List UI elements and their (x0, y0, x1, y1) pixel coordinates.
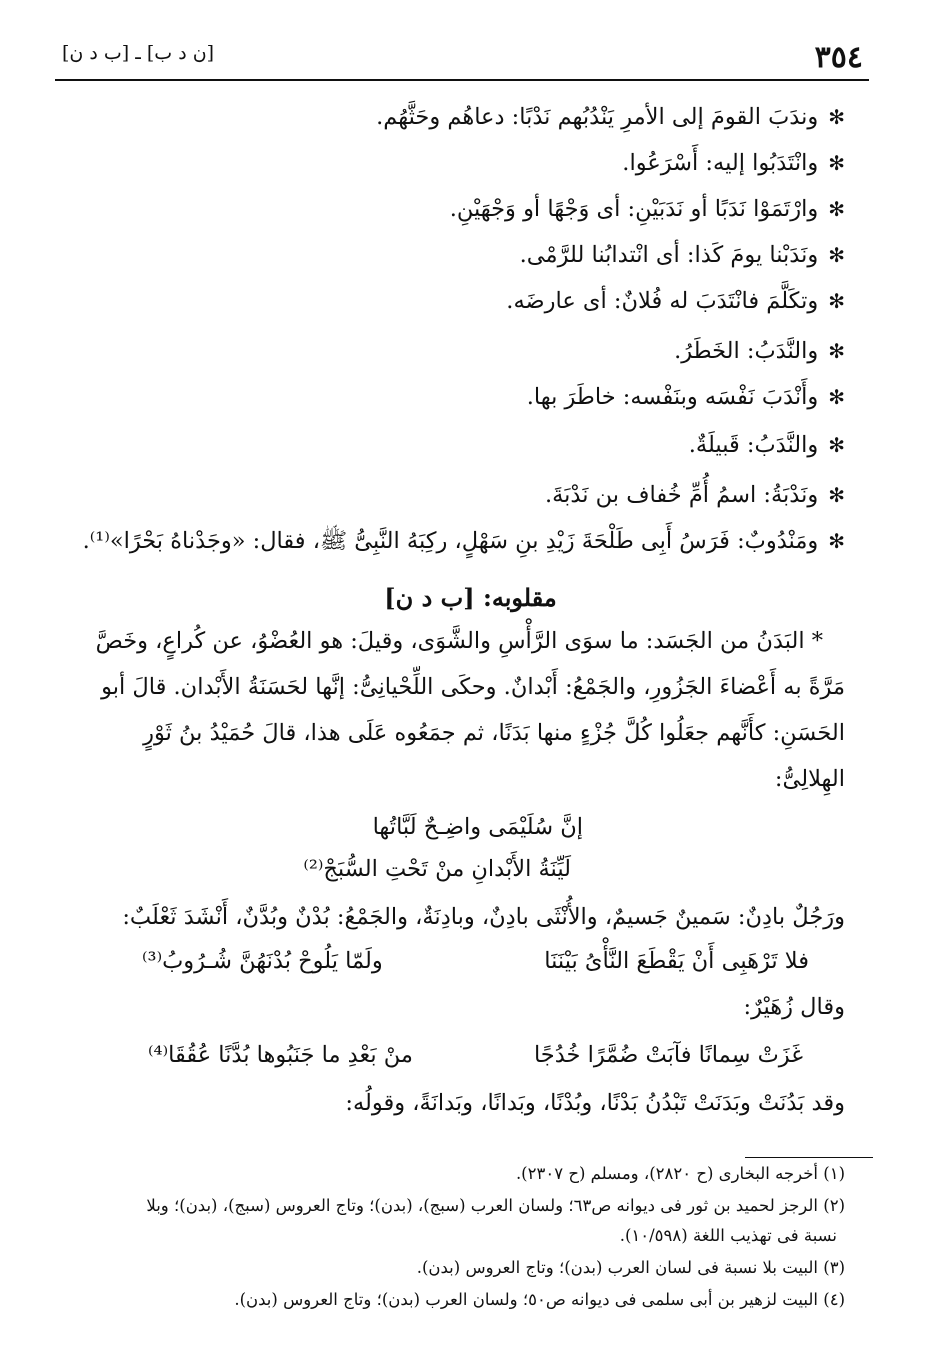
section-heading: مقلوبه: [ب د ن] (384, 583, 557, 612)
bullet-star-icon: ✻ (828, 243, 845, 267)
entry-line (520, 242, 845, 268)
bullet-star-icon: ✻ (828, 105, 845, 129)
paragraph-line: وقد بَدُنَتْ وبَدَنَتْ تَبْدُنُ بَدْنًا، وبُدْنًا، وبَدانًا، وبَدانَةً، وقولُه: (345, 1090, 845, 1116)
bullet-star-icon: ✻ (828, 151, 845, 175)
footnote: (١) أخرجه البخارى (ح ٢٨٢٠)، ومسلم (ح ٢٣٠٧). (515, 1164, 845, 1183)
bullet-star-icon: ✻ (828, 483, 845, 507)
bullet-star-icon: ✻ (828, 197, 845, 221)
bullet-star-icon: ✻ (828, 339, 845, 363)
paragraph-line: ورَجُلٌ بادِنٌ: سَمينٌ جَسيمٌ، والأُنْثَى بادِنٌ، وبادِنَةٌ، والجَمْعُ: بُدْنٌ وبُدَّنٌ، أَنْشَدَ ثَعْلَبٌ: (122, 904, 845, 930)
footnote-rule (745, 1157, 873, 1158)
footnote: نسبة فى تهذيب اللغة (١٠/٥٩٨). (619, 1226, 837, 1245)
header-rule (55, 79, 869, 81)
entry-text: ونَدَبْنا يومَ كَذا: أى انْتدابُنا للرَّمْى. (519, 242, 819, 268)
verse-line: لَيِّنَةُ الأَبْدانِ منْ تَحْتِ السُّبَجْ⁽²⁾ (303, 856, 571, 882)
verse-line: إنَّ سُلَيْمَى واضِـحٌ لَبَّاتُها (372, 814, 583, 840)
entry-text: ومَنْدُوبٌ: فَرَسُ أَبِى طَلْحَةَ زَيْدِ بنِ سَهْلٍ، ركِبَهُ النَّبِىُّ ﷺ، فقال: «وجَدْناهُ بَحْرًا»⁽¹⁾. (82, 528, 819, 554)
verse-hemistich: فلا تَرْهَبِى أَنْ يَقْطَعَ النَّأْىُ بَيْنَنَا (544, 948, 809, 974)
footnote: (٢) الرجز لحميد بن ثور فى ديوانه ص٦٣؛ ولسان العرب (سبج)، (بدن)؛ وتاج العروس (سبج)، (بدن)؛ وبلا (146, 1196, 845, 1215)
entry-line (674, 338, 845, 364)
entry-line (689, 432, 845, 458)
verse-intro: وقال زُهَيْرٌ: (743, 994, 845, 1020)
entry-text: وندَبَ القومَ إلى الأمرِ يَنْدُبُهم نَدْبًا: دعاهُم وحَثَّهُم. (376, 104, 819, 130)
entry-line (527, 384, 845, 410)
entry-text: وأَنْدَبَ نَفْسَه وبنَفْسه: خاطَرَ بها. (526, 384, 819, 410)
entry-text: وتكَلَّمَ فانْتَدَبَ له فُلانٌ: أى عارضَه. (506, 288, 819, 314)
paragraph-line: الحَسَنِ: كأَنَّهم جعَلُوا كُلَّ جُزْءٍ منها بَدَنًا، ثم جمَعُوه عَلَى هذا، قالَ حُمَيْدُ بنُ ثَوْرٍ (143, 720, 845, 746)
entry-line (506, 288, 845, 314)
footnote: (٤) البيت لزهير بن أبى سلمى فى ديوانه ص٥٠؛ ولسان العرب (بدن)؛ وتاج العروس (بدن). (234, 1290, 845, 1309)
entry-text: ونَدْبَةُ: اسمُ أُمِّ خُفاف بن نَدْبَةَ. (544, 482, 819, 508)
paragraph-line: * البَدَنُ من الجَسَد: ما سوَى الرَّأْسِ والشَّوَى، وقيلَ: هو العُضْوُ، عن كُراعٍ، وخَصَّ (95, 628, 823, 654)
bullet-star-icon: ✻ (828, 289, 845, 313)
entry-line (622, 150, 845, 176)
running-header-roots: [ن د ب] ـ [ب د ن] (62, 42, 215, 64)
entry-text: وارْتَمَوْا نَدَبًا أو نَدَبَيْنِ: أى وَجْهًا أو وَجْهَيْنِ. (449, 196, 819, 222)
entry-text: والنَّدَبُ: الخَطَرُ. (674, 338, 819, 364)
bullet-star-icon: ✻ (828, 529, 845, 553)
entry-text: وانْتَدَبُوا إليه: أَسْرَعُوا. (622, 150, 819, 176)
paragraph-line: الهِلالِىُّ: (774, 766, 845, 792)
entry-line (376, 104, 845, 130)
bullet-star-icon: ✻ (828, 433, 845, 457)
entry-line (450, 196, 845, 222)
footnote: (٣) البيت بلا نسبة فى لسان العرب (بدن)؛ وتاج العروس (بدن). (416, 1258, 845, 1277)
entry-line (545, 482, 845, 508)
verse-hemistich: غَزَتْ سِمانًا فآبَتْ ضُمَّرًا خُدُجًا (533, 1042, 803, 1068)
bullet-star-icon: ✻ (828, 385, 845, 409)
entry-text: والنَّدَبُ: قَبيلَةٌ. (688, 432, 819, 458)
entry-line (83, 528, 845, 560)
paragraph-line: مَرَّةً به أَعْضاءَ الجَزُورِ، والجَمْعُ: أَبْدانٌ. وحكَى اللِّحْيانِىُّ: إنَّها لحَسَنَةُ الأَبْدان. قالَ أبو (101, 674, 845, 700)
verse-hemistich: منْ بَعْدِ ما جَنَبُوها بُدَّنًا عُقُقَا⁽⁴⁾ (148, 1042, 413, 1068)
page-number: ٣٥٤ (814, 40, 863, 75)
verse-hemistich: ولَمّا يَلُوحْ بُدْنَهُنَّ شُـرُوبُ⁽³⁾ (142, 948, 383, 974)
